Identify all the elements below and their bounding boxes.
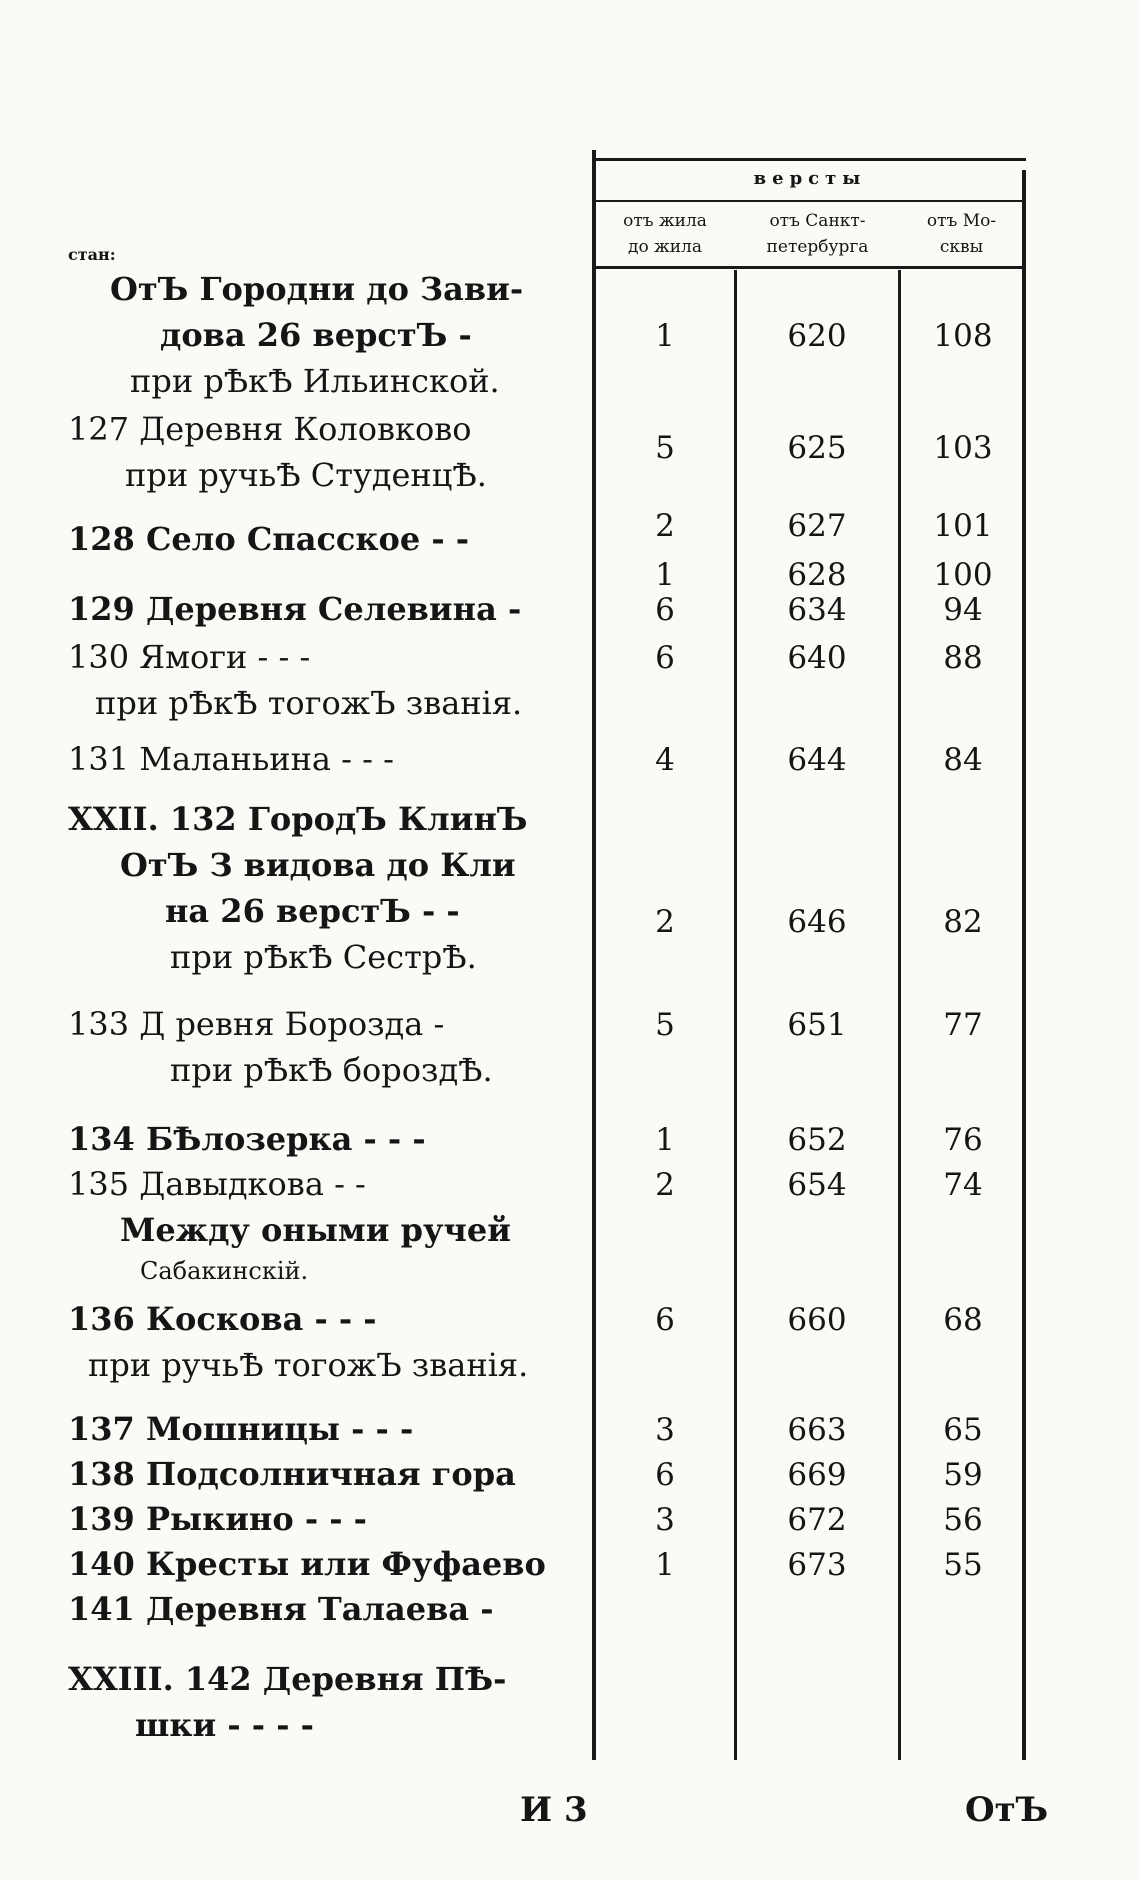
entry-note: при ручьѢ тогожЪ званія. bbox=[88, 1346, 529, 1384]
rule-col1 bbox=[734, 270, 737, 1760]
entry-title: 137 Мошницы - - - bbox=[68, 1410, 414, 1448]
header-col1-line1: отъ жила bbox=[623, 211, 707, 231]
distance-between-stations: 1 bbox=[655, 1547, 675, 1583]
distance-from-moscow: 59 bbox=[943, 1457, 983, 1493]
distance-from-moscow: 77 bbox=[943, 1007, 983, 1043]
page-signature: И 3 bbox=[520, 1790, 588, 1830]
distance-between-stations: 6 bbox=[655, 640, 675, 676]
header-col2-line2: петербурга bbox=[766, 237, 869, 257]
entry-note: Между оными ручей bbox=[120, 1211, 511, 1249]
distance-between-stations: 5 bbox=[655, 1007, 675, 1043]
entry-title: 139 Рыкино - - - bbox=[68, 1500, 367, 1538]
distance-between-stations: 4 bbox=[655, 742, 675, 778]
entry-note: при рѢкѢ Ильинской. bbox=[130, 362, 500, 400]
entry-title: 127 Деревня Коловково bbox=[68, 410, 472, 448]
header-col3 bbox=[901, 208, 1022, 260]
distance-from-petersburg: 628 bbox=[787, 557, 847, 593]
rule-col2 bbox=[898, 270, 901, 1760]
entry-note: шки - - - - bbox=[135, 1706, 314, 1744]
distance-between-stations: 6 bbox=[655, 592, 675, 628]
distance-between-stations: 2 bbox=[655, 904, 675, 940]
header-col3-line1: отъ Мо- bbox=[926, 211, 997, 231]
distance-from-moscow: 103 bbox=[933, 430, 993, 466]
rule-header-top bbox=[596, 158, 1026, 161]
header-col2-line1: отъ Санкт- bbox=[769, 211, 866, 231]
entry-title: ОтЪ Городни до Зави- bbox=[110, 270, 524, 308]
entry-title: 129 Деревня Селевина - bbox=[68, 590, 522, 628]
distance-from-petersburg: 634 bbox=[787, 592, 847, 628]
entry-title: 134 БѢлозерка - - - bbox=[68, 1120, 426, 1158]
distance-from-petersburg: 640 bbox=[787, 640, 847, 676]
entry-title: 141 Деревня Талаева - bbox=[68, 1590, 494, 1628]
distance-from-moscow: 101 bbox=[933, 508, 993, 544]
entry-note: Сабакинскій. bbox=[140, 1257, 309, 1285]
entry-title: 138 Подсолничная гора bbox=[68, 1455, 516, 1493]
distance-from-petersburg: 669 bbox=[787, 1457, 847, 1493]
distance-from-moscow: 108 bbox=[933, 318, 993, 354]
entry-note: при рѢкѢ тогожЪ званія. bbox=[95, 684, 523, 722]
distance-from-moscow: 84 bbox=[943, 742, 983, 778]
distance-from-moscow: 74 bbox=[943, 1167, 983, 1203]
distance-from-moscow: 76 bbox=[943, 1122, 983, 1158]
stan-label: стан: bbox=[68, 245, 116, 264]
rule-right bbox=[1022, 170, 1026, 1760]
entry-note: ОтЪ З видова до Кли bbox=[120, 846, 516, 884]
distance-from-petersburg: 660 bbox=[787, 1302, 847, 1338]
header-col2 bbox=[737, 208, 898, 260]
distance-between-stations: 2 bbox=[655, 508, 675, 544]
entry-title: 136 Коскова - - - bbox=[68, 1300, 377, 1338]
entry-title: 131 Маланьина - - - bbox=[68, 740, 394, 778]
entry-note: на 26 верстЪ - - bbox=[165, 892, 460, 930]
entry-note: при рѢкѢ СестрѢ. bbox=[170, 938, 477, 976]
entry-title: XXII. 132 ГородЪ КлинЪ bbox=[68, 800, 528, 838]
distance-from-petersburg: 663 bbox=[787, 1412, 847, 1448]
distance-between-stations: 1 bbox=[655, 1122, 675, 1158]
distance-from-petersburg: 644 bbox=[787, 742, 847, 778]
header-group-label: версты bbox=[753, 168, 867, 189]
distance-from-petersburg: 625 bbox=[787, 430, 847, 466]
rule-header-bottom bbox=[596, 266, 1026, 269]
rule-left bbox=[592, 150, 596, 1760]
distance-from-moscow: 100 bbox=[933, 557, 993, 593]
header-col3-line2: сквы bbox=[939, 237, 984, 257]
header-col1-line2: до жила bbox=[627, 237, 702, 257]
entry-note: дова 26 верстЪ - bbox=[160, 316, 472, 354]
distance-between-stations: 1 bbox=[655, 318, 675, 354]
entry-title: 133 Д ревня Борозда - bbox=[68, 1005, 445, 1043]
distance-from-moscow: 88 bbox=[943, 640, 983, 676]
distance-between-stations: 1 bbox=[655, 557, 675, 593]
distance-from-moscow: 68 bbox=[943, 1302, 983, 1338]
distance-from-petersburg: 672 bbox=[787, 1502, 847, 1538]
header-col1 bbox=[596, 208, 734, 260]
entry-note: при рѢкѢ бороздѢ. bbox=[170, 1051, 493, 1089]
distance-from-petersburg: 620 bbox=[787, 318, 847, 354]
entry-title: 135 Давыдкова - - bbox=[68, 1165, 366, 1203]
distance-from-petersburg: 646 bbox=[787, 904, 847, 940]
distance-between-stations: 5 bbox=[655, 430, 675, 466]
distance-from-moscow: 65 bbox=[943, 1412, 983, 1448]
entry-title: 140 Кресты или Фуфаево bbox=[68, 1545, 546, 1583]
entry-note: при ручьѢ СтуденцѢ. bbox=[125, 456, 487, 494]
rule-header-mid bbox=[596, 200, 1026, 202]
distance-from-petersburg: 627 bbox=[787, 508, 847, 544]
distance-from-petersburg: 652 bbox=[787, 1122, 847, 1158]
distance-from-petersburg: 673 bbox=[787, 1547, 847, 1583]
distance-between-stations: 6 bbox=[655, 1302, 675, 1338]
entry-title: 130 Ямоги - - - bbox=[68, 638, 311, 676]
entry-title: 128 Село Спасское - - bbox=[68, 520, 470, 558]
distance-from-petersburg: 654 bbox=[787, 1167, 847, 1203]
distance-between-stations: 6 bbox=[655, 1457, 675, 1493]
distance-between-stations: 2 bbox=[655, 1167, 675, 1203]
distance-from-moscow: 56 bbox=[943, 1502, 983, 1538]
distance-between-stations: 3 bbox=[655, 1502, 675, 1538]
distance-from-moscow: 94 bbox=[943, 592, 983, 628]
page-catchword: ОтЪ bbox=[965, 1790, 1049, 1830]
distance-from-moscow: 55 bbox=[943, 1547, 983, 1583]
entry-title: XXIII. 142 Деревня ПѢ- bbox=[68, 1660, 507, 1698]
distance-from-petersburg: 651 bbox=[787, 1007, 847, 1043]
distance-between-stations: 3 bbox=[655, 1412, 675, 1448]
distance-from-moscow: 82 bbox=[943, 904, 983, 940]
